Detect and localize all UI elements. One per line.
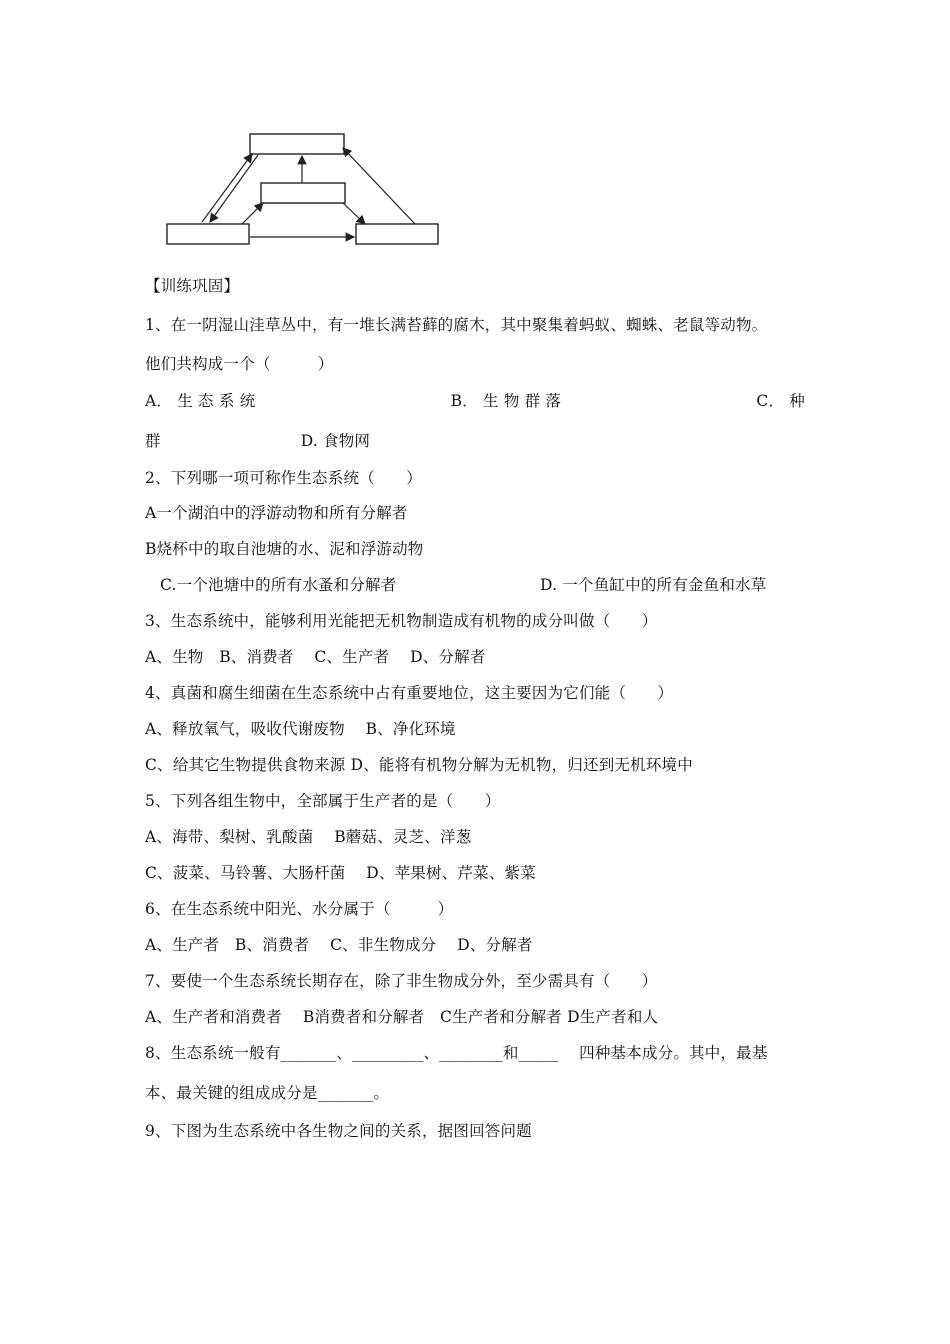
- diagram-box-right: [356, 224, 438, 244]
- question-1-stem: 1、在一阴湿山洼草丛中，有一堆长满苔藓的腐木，其中聚集着蚂蚁、蜘蛛、老鼠等动物。: [145, 316, 768, 334]
- diagram-box-middle: [261, 183, 345, 203]
- question-1-option-a: A． 生 态 系 统: [145, 392, 256, 410]
- question-2-option-b: B烧杯中的取自池塘的水、泥和浮游动物: [145, 540, 424, 558]
- question-2-stem: 2、下列哪一项可称作生态系统（ ）: [145, 469, 422, 487]
- question-1-option-c: C． 种: [756, 392, 805, 410]
- question-6-stem: 6、在生态系统中阳光、水分属于（ ）: [145, 900, 454, 918]
- question-4-options-cd: C、给其它生物提供食物来源 D、能将有机物分解为无机物，归还到无机环境中: [145, 756, 693, 774]
- question-2-option-c: C.一个池塘中的所有水蚤和分解者: [160, 576, 397, 594]
- question-5-options-ab: A、海带、梨树、乳酸菌 B蘑菇、灵芝、洋葱: [145, 828, 472, 846]
- question-2-options-row: [160, 575, 396, 595]
- question-1-option-c-cont: 群: [145, 432, 161, 450]
- question-1-options-row-2: [145, 431, 370, 451]
- question-1-options-row: [145, 391, 805, 411]
- question-7-options: A、生产者和消费者 B消费者和分解者 C生产者和分解者 D生产者和人: [145, 1008, 659, 1026]
- question-2-option-a: A一个湖泊中的浮游动物和所有分解者: [145, 504, 408, 522]
- question-6-options: A、生产者 B、消费者 C、非生物成分 D、分解者: [145, 936, 533, 954]
- question-4-options-ab: A、释放氧气，吸收代谢废物 B、净化环境: [145, 720, 456, 738]
- question-1-stem-cont: 他们共构成一个（ ）: [145, 355, 334, 373]
- question-5-stem: 5、下列各组生物中，全部属于生产者的是（ ）: [145, 792, 501, 810]
- question-8-stem: 8、生态系统一般有_______、_________、________和_____ 四种基本成分。其中，最基: [145, 1044, 768, 1062]
- diagram-box-left: [167, 224, 249, 244]
- question-8-stem-cont: 本、最关键的组成成分是_______。: [145, 1084, 390, 1102]
- question-2-option-d: D. 一个鱼缸中的所有金鱼和水草: [540, 576, 767, 594]
- question-3-options: A、生物 B、消费者 C、生产者 D、分解者: [145, 648, 486, 666]
- ecosystem-relation-diagram: [160, 128, 445, 250]
- diagram-arrow-left-to-top: [202, 154, 252, 222]
- diagram-box-top: [250, 134, 344, 154]
- diagram-arrow-middle-to-right: [343, 203, 365, 224]
- question-1-option-b: B． 生 物 群 落: [450, 392, 562, 410]
- question-7-stem: 7、要使一个生态系统长期存在，除了非生物成分外，至少需具有（ ）: [145, 972, 658, 990]
- question-4-stem: 4、真菌和腐生细菌在生态系统中占有重要地位，这主要因为它们能（ ）: [145, 684, 674, 702]
- diagram-arrow-left-to-middle: [242, 203, 263, 224]
- question-1-option-d: D. 食物网: [300, 432, 371, 450]
- question-9-stem: 9、下图为生态系统中各生物之间的关系，据图回答问题: [145, 1122, 532, 1140]
- section-title: 【训练巩固】: [145, 277, 240, 295]
- question-3-stem: 3、生态系统中，能够利用光能把无机物制造成有机物的成分叫做（ ）: [145, 612, 658, 630]
- question-5-options-cd: C、菠菜、马铃薯、大肠杆菌 D、苹果树、芹菜、紫菜: [145, 864, 536, 882]
- diagram-arrow-top-to-left: [210, 155, 258, 222]
